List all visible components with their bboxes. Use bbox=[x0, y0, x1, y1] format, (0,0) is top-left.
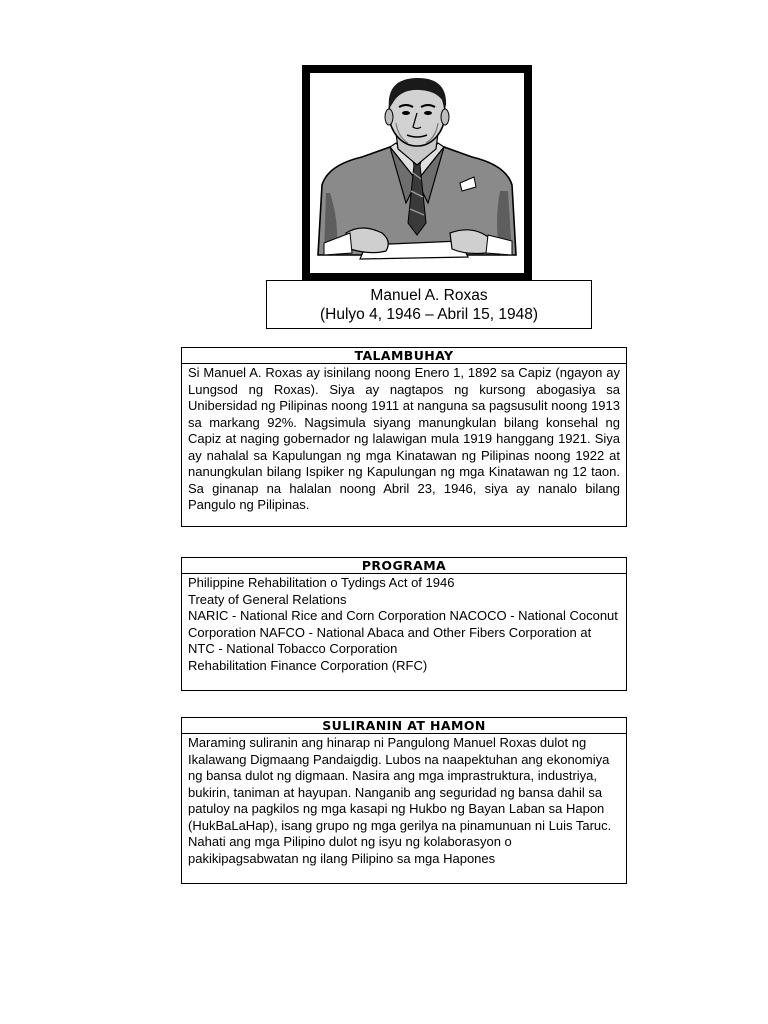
programa-item: Philippine Rehabilitation o Tydings Act of 1946 bbox=[188, 575, 455, 590]
programa-title: PROGRAMA bbox=[182, 558, 626, 574]
programa-item: Treaty of General Relations bbox=[188, 591, 347, 607]
programa-item: NARIC - National Rice and Corn Corporation NACOCO - National Coconut Corporation NAFCO - National Abaca and Other Fibers Corporation at NTC - National Tobacco Corporation bbox=[188, 608, 618, 656]
talambuhay-section bbox=[181, 347, 627, 527]
suliranin-body: Maraming suliranin ang hinarap ni Pangulong Manuel Roxas dulot ng Ikalawang Digmaang Pandaigdig. Lubos na naapektuhan ang ekonomiya ng bansa dulot ng digmaan. Nasira ang mga imprastruktura, industriya, bukirin, taniman at hayupan. Nanganib ang seguridad ng bansa dahil sa patuloy na pagkilos ng mga kasapi ng Hukbo ng Bayan Laban sa Hapon (HukBaLaHap), isang grupo ng mga gerilya na pinamunuan ni Luis Taruc. Nahati ang mga Pilipino dulot ng isyu ng kolaborasyon o pakikipagsabwatan ng ilang Pilipino sa mga Hapones bbox=[188, 735, 612, 866]
programa-body bbox=[182, 574, 626, 676]
portrait-illustration bbox=[310, 73, 524, 273]
talambuhay-title: TALAMBUHAY bbox=[182, 348, 626, 364]
programa-section bbox=[181, 557, 627, 691]
suliranin-section bbox=[181, 717, 627, 884]
portrait-frame bbox=[302, 65, 532, 281]
term-dates: (Hulyo 4, 1946 – Abril 15, 1948) bbox=[320, 306, 538, 323]
programa-item: Rehabilitation Finance Corporation (RFC) bbox=[188, 657, 428, 673]
suliranin-title: SULIRANIN AT HAMON bbox=[182, 718, 626, 734]
talambuhay-body: Si Manuel A. Roxas ay isinilang noong Enero 1, 1892 sa Capiz (ngayon ay Lungsod ng Roxas). Siya ay nagtapos ng kursong abogasiya sa Unibersidad ng Pilipinas noong 1911 at nanguna sa pagsusulit noong 1913 sa markang 92%. Nagsimula siyang manungkulan bilang konsehal ng Capiz at naging gobernador ng lalawigan mula 1919 hanggang 1921. Siya ay nahalal sa Kapulungan ng mga Kinatawan ng Pilipinas noong 1922 at nanungkulan bilang Ispiker ng Kapulungan ng mga Kinatawan ng 12 taon. Sa ginanap na halalan noong Abril 23, 1946, siya ay nanalo bilang Pangulo ng Pilipinas. bbox=[188, 365, 620, 512]
president-name: Manuel A. Roxas bbox=[370, 287, 488, 304]
name-box bbox=[266, 280, 592, 329]
